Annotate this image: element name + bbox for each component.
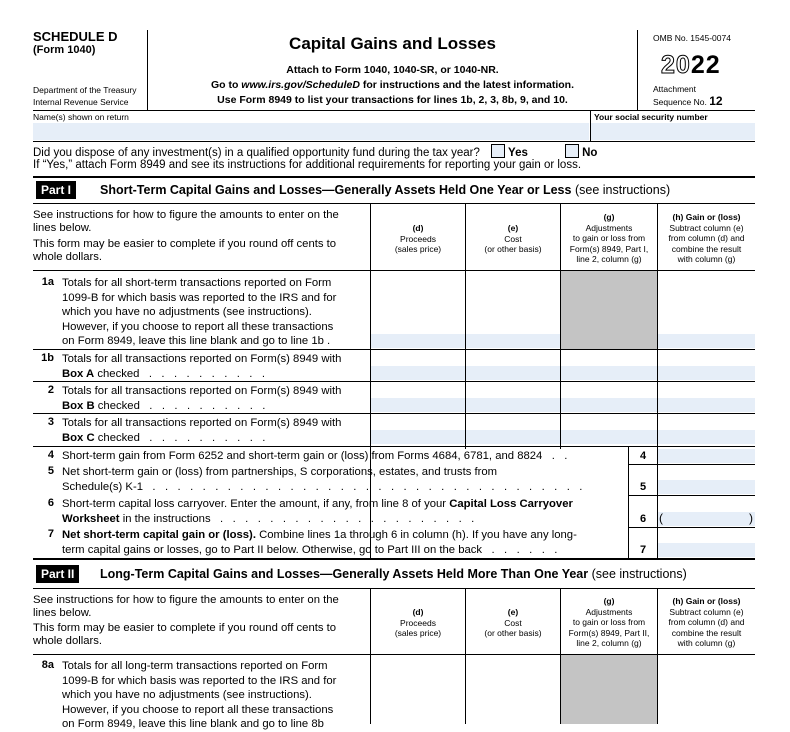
line-1a-col-d[interactable] [371,334,465,348]
line-7-ref: 7 [639,544,647,556]
form-number: (Form 1040) [33,44,96,56]
qof-followup: If “Yes,” attach Form 8949 and see its instructions for additional requirements for reporting your gain or loss. [33,159,582,171]
line-3-number: 3 [47,416,54,428]
line-7-amount[interactable] [658,543,755,557]
line-2-text: Totals for all transactions reported on Form(s) 8949 with Box B checked . . . . . . . . . . [62,385,342,412]
line-1a-number: 1a [41,276,54,288]
line-2-col-d[interactable] [371,398,465,412]
line-5-text: Net short-term gain or (loss) from partnerships, S corporations, estates, and trusts from Schedule(s) K-1 . . . . . . . . . . . . . . . . . . . . . . . . . . . . . . . . . . . [62,466,583,493]
line-1b-col-e[interactable] [466,366,560,380]
part2-intro-2: This form may be easier to complete if you round off cents to whole dollars. [33,622,337,647]
part1-badge: Part I [36,181,76,199]
ssn-input[interactable] [591,123,755,140]
line-1b-number: 1b [41,352,54,364]
line-5-ref: 5 [639,481,647,493]
line-6-number: 6 [47,497,54,509]
line-6-text: Short-term capital loss carryover. Enter the amount, if any, from line 8 of your Capital Loss Carryover Worksheet in the instructions . . . . . . . . . . . . . . . . . . . . . [62,498,573,525]
line-1a-col-g-shaded [561,271,657,349]
p2-col-h-header: (h) Gain or (loss) Subtract column (e) from column (d) and combine the result with column (g) [668,596,745,648]
line-2-col-h[interactable] [658,398,755,412]
line-1b-col-d[interactable] [371,366,465,380]
line-4-ref: 4 [639,450,647,462]
ssn-label: Your social security number [594,112,708,122]
line-8a-text: Totals for all long-term transactions reported on Form 1099-B for which basis was reported to the IRS and for which you have no adjustments (see instructions). However, if you choose to report all these transactions on Form 8949, leave this line blank and go to line 8b [62,660,337,731]
line-6-close-paren: ) [749,511,753,525]
line-7-text: Net short-term capital gain or (loss). Combine lines 1a through 6 in column (h). If you have any long- term capital gains or losses, go to Part II below. Otherwise, go to Part III on the back . . . . . . [62,529,577,556]
line-1b-col-g[interactable] [561,366,657,380]
line-2-col-e[interactable] [466,398,560,412]
part2-title: Long-Term Capital Gains and Losses—Generally Assets Held More Than One Year (see instructions) [100,567,687,581]
qof-question: Did you dispose of any investment(s) in a qualified opportunity fund during the tax year? Yes No [33,144,597,159]
form-title: Capital Gains and Losses [289,34,496,53]
line-1b-col-h[interactable] [658,366,755,380]
irs-name: Internal Revenue Service [33,97,129,107]
line-6-ref: 6 [639,513,647,525]
line-2-col-g[interactable] [561,398,657,412]
line-4-number: 4 [47,449,54,461]
part2-badge: Part II [36,565,79,583]
part2-intro-1: See instructions for how to figure the amounts to enter on the lines below. [33,594,339,619]
line-3-text: Totals for all transactions reported on Form(s) 8949 with Box C checked . . . . . . . . . . [62,417,342,444]
line-6-open-paren: ( [659,511,663,525]
p2-col-d-header: (d) Proceeds (sales price) [394,607,442,638]
schedule-name: SCHEDULE D [33,29,118,44]
p1-col-e-header: (e) Cost (or other basis) [484,223,542,254]
tax-year: 2022 [661,51,721,79]
name-input[interactable] [33,123,589,140]
line-1a-text: Totals for all short-term transactions reported on Form 1099-B for which basis was reported to the IRS and for which you have no adjustments (see instructions). However, if you choose to report all these transactions on Form 8949, leave this line blank and go to line 1b . [62,277,337,348]
line-1a-col-h[interactable] [658,334,755,348]
attachment-label: Attachment [653,84,696,94]
line-1a-col-e[interactable] [466,334,560,348]
line-6-amount[interactable] [658,512,755,526]
line-3-col-d[interactable] [371,430,465,444]
part1-intro-1: See instructions for how to figure the amounts to enter on the lines below. [33,209,339,234]
line-3-col-g[interactable] [561,430,657,444]
line-4-text: Short-term gain from Form 6252 and short-term gain or (loss) from Forms 4684, 6781, and 8824 . . [62,450,568,462]
irs-url-link[interactable]: www.irs.gov/ScheduleD [241,79,360,91]
sequence-label: Sequence No. 12 [653,94,723,108]
attach-instruction: Attach to Form 1040, 1040-SR, or 1040-NR. [286,64,499,76]
p1-col-h-header: (h) Gain or (loss) Subtract column (e) from column (d) and combine the result with column (g) [668,212,745,264]
name-label: Name(s) shown on return [33,112,129,122]
form8949-instruction: Use Form 8949 to list your transactions for lines 1b, 2, 3, 8b, 9, and 10. [217,94,568,106]
no-checkbox[interactable] [565,144,579,158]
line-7-number: 7 [47,528,54,540]
line-8a-col-g-shaded [561,655,657,724]
sequence-number: 12 [709,94,723,108]
line-3-col-h[interactable] [658,430,755,444]
line-5-amount[interactable] [658,480,755,494]
p1-col-d-header: (d) Proceeds (sales price) [394,223,442,254]
yes-checkbox[interactable] [491,144,505,158]
omb-number: OMB No. 1545-0074 [653,33,731,43]
goto-instruction: Go to www.irs.gov/ScheduleD for instructions and the latest information. [210,79,575,91]
line-2-number: 2 [47,384,54,396]
line-5-number: 5 [47,465,54,477]
part1-title: Short-Term Capital Gains and Losses—Generally Assets Held One Year or Less (see instructions) [100,183,671,197]
dept-treasury: Department of the Treasury [33,85,137,95]
line-3-col-e[interactable] [466,430,560,444]
line-4-amount[interactable] [658,449,755,463]
line-8a-number: 8a [41,659,54,671]
p2-col-g-header: (g) Adjustments to gain or loss from Form(s) 8949, Part II, line 2, column (g) [568,596,650,648]
p1-col-g-header: (g) Adjustments to gain or loss from Form(s) 8949, Part I, line 2, column (g) [569,212,649,264]
part1-intro-2: This form may be easier to complete if you round off cents to whole dollars. [33,238,337,263]
line-1b-text: Totals for all transactions reported on Form(s) 8949 with Box A checked . . . . . . . . . . [62,353,342,380]
p2-col-e-header: (e) Cost (or other basis) [484,607,542,638]
